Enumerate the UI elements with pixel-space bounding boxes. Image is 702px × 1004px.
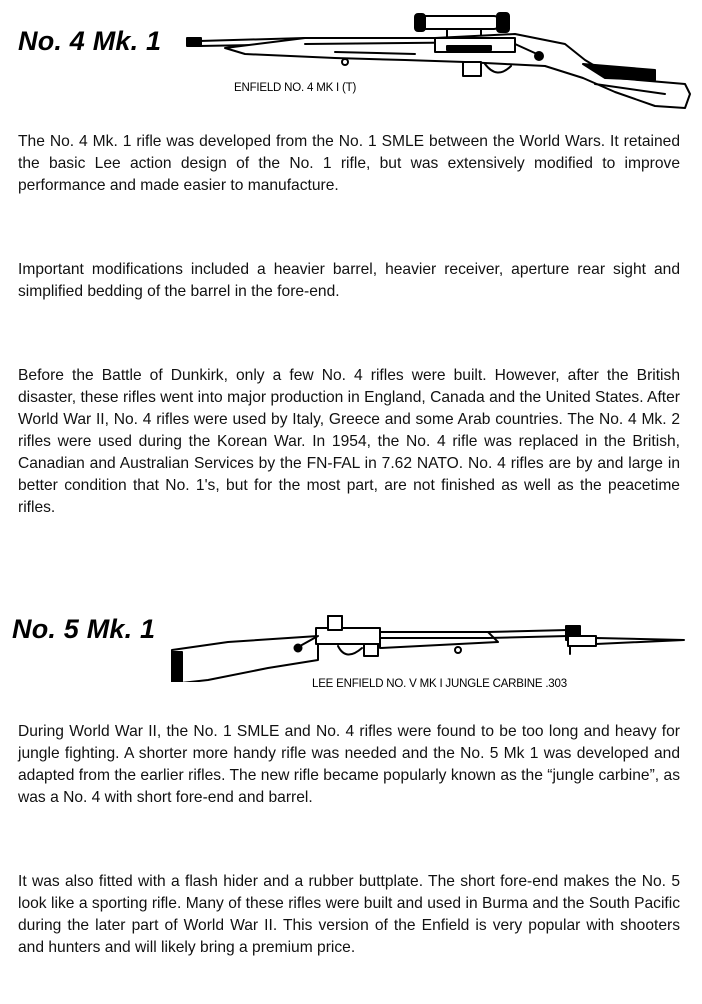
paragraph-2: Important modifications included a heavier barrel, heavier receiver, aperture rear sight and simplified bedding of the barrel in the fore-end.: [18, 261, 680, 300]
paragraph-1: The No. 4 Mk. 1 rifle was developed from the No. 1 SMLE between the World Wars. It retained the basic Lee action design of the No. 1 rifle, but was extensively modified to improve performance and made easier to manufacture.: [18, 133, 680, 194]
section-title-no4: No. 4 Mk. 1: [18, 26, 162, 56]
bayonet-carbine-icon: [168, 602, 692, 682]
paragraph-3: Before the Battle of Dunkirk, only a few No. 4 rifles were built. However, after the British disaster, these rifles went into major production in England, Canada and the United States. After World War II, No. 4 rifles were used by Italy, Greece and some Arab countries. The No. 4 Mk. 2 rifles were used during the Korean War. In 1954, the No. 4 rifle was replaced in the British, Canadian and Australian Services by the FN-FAL in 7.62 NATO. No. 4 rifles are by and large in better condition that No. 1's, but for the most part, are not finished as well as the peacetime rifles.: [18, 367, 680, 516]
section-title-no5: No. 5 Mk. 1: [12, 614, 156, 644]
paragraph-4: During World War II, the No. 1 SMLE and No. 4 rifles were found to be too long and heavy for jungle fighting. A shorter more handy rifle was needed and the No. 5 Mk 1 was developed and adapted from the earlier rifles. The new rifle became popularly known as the “jungle carbine”, as was a No. 4 with short fore-end and barrel.: [18, 723, 680, 806]
image-caption-no5: LEE ENFIELD NO. V MK I JUNGLE CARBINE .303: [312, 678, 567, 690]
section-no4: [0, 0, 702, 120]
scoped-rifle-icon: [185, 8, 695, 112]
section-no5: [0, 600, 702, 710]
paragraph-5: It was also fitted with a flash hider and a rubber buttplate. The short fore-end makes the No. 5 look like a sporting rifle. Many of these rifles were built and used in Burma and the South Pacific during the later part of World War II. This version of the Enfield is very popular with shooters and hunters and will likely bring a premium price.: [18, 873, 680, 956]
image-caption-no4: ENFIELD NO. 4 MK I (T): [234, 82, 357, 94]
